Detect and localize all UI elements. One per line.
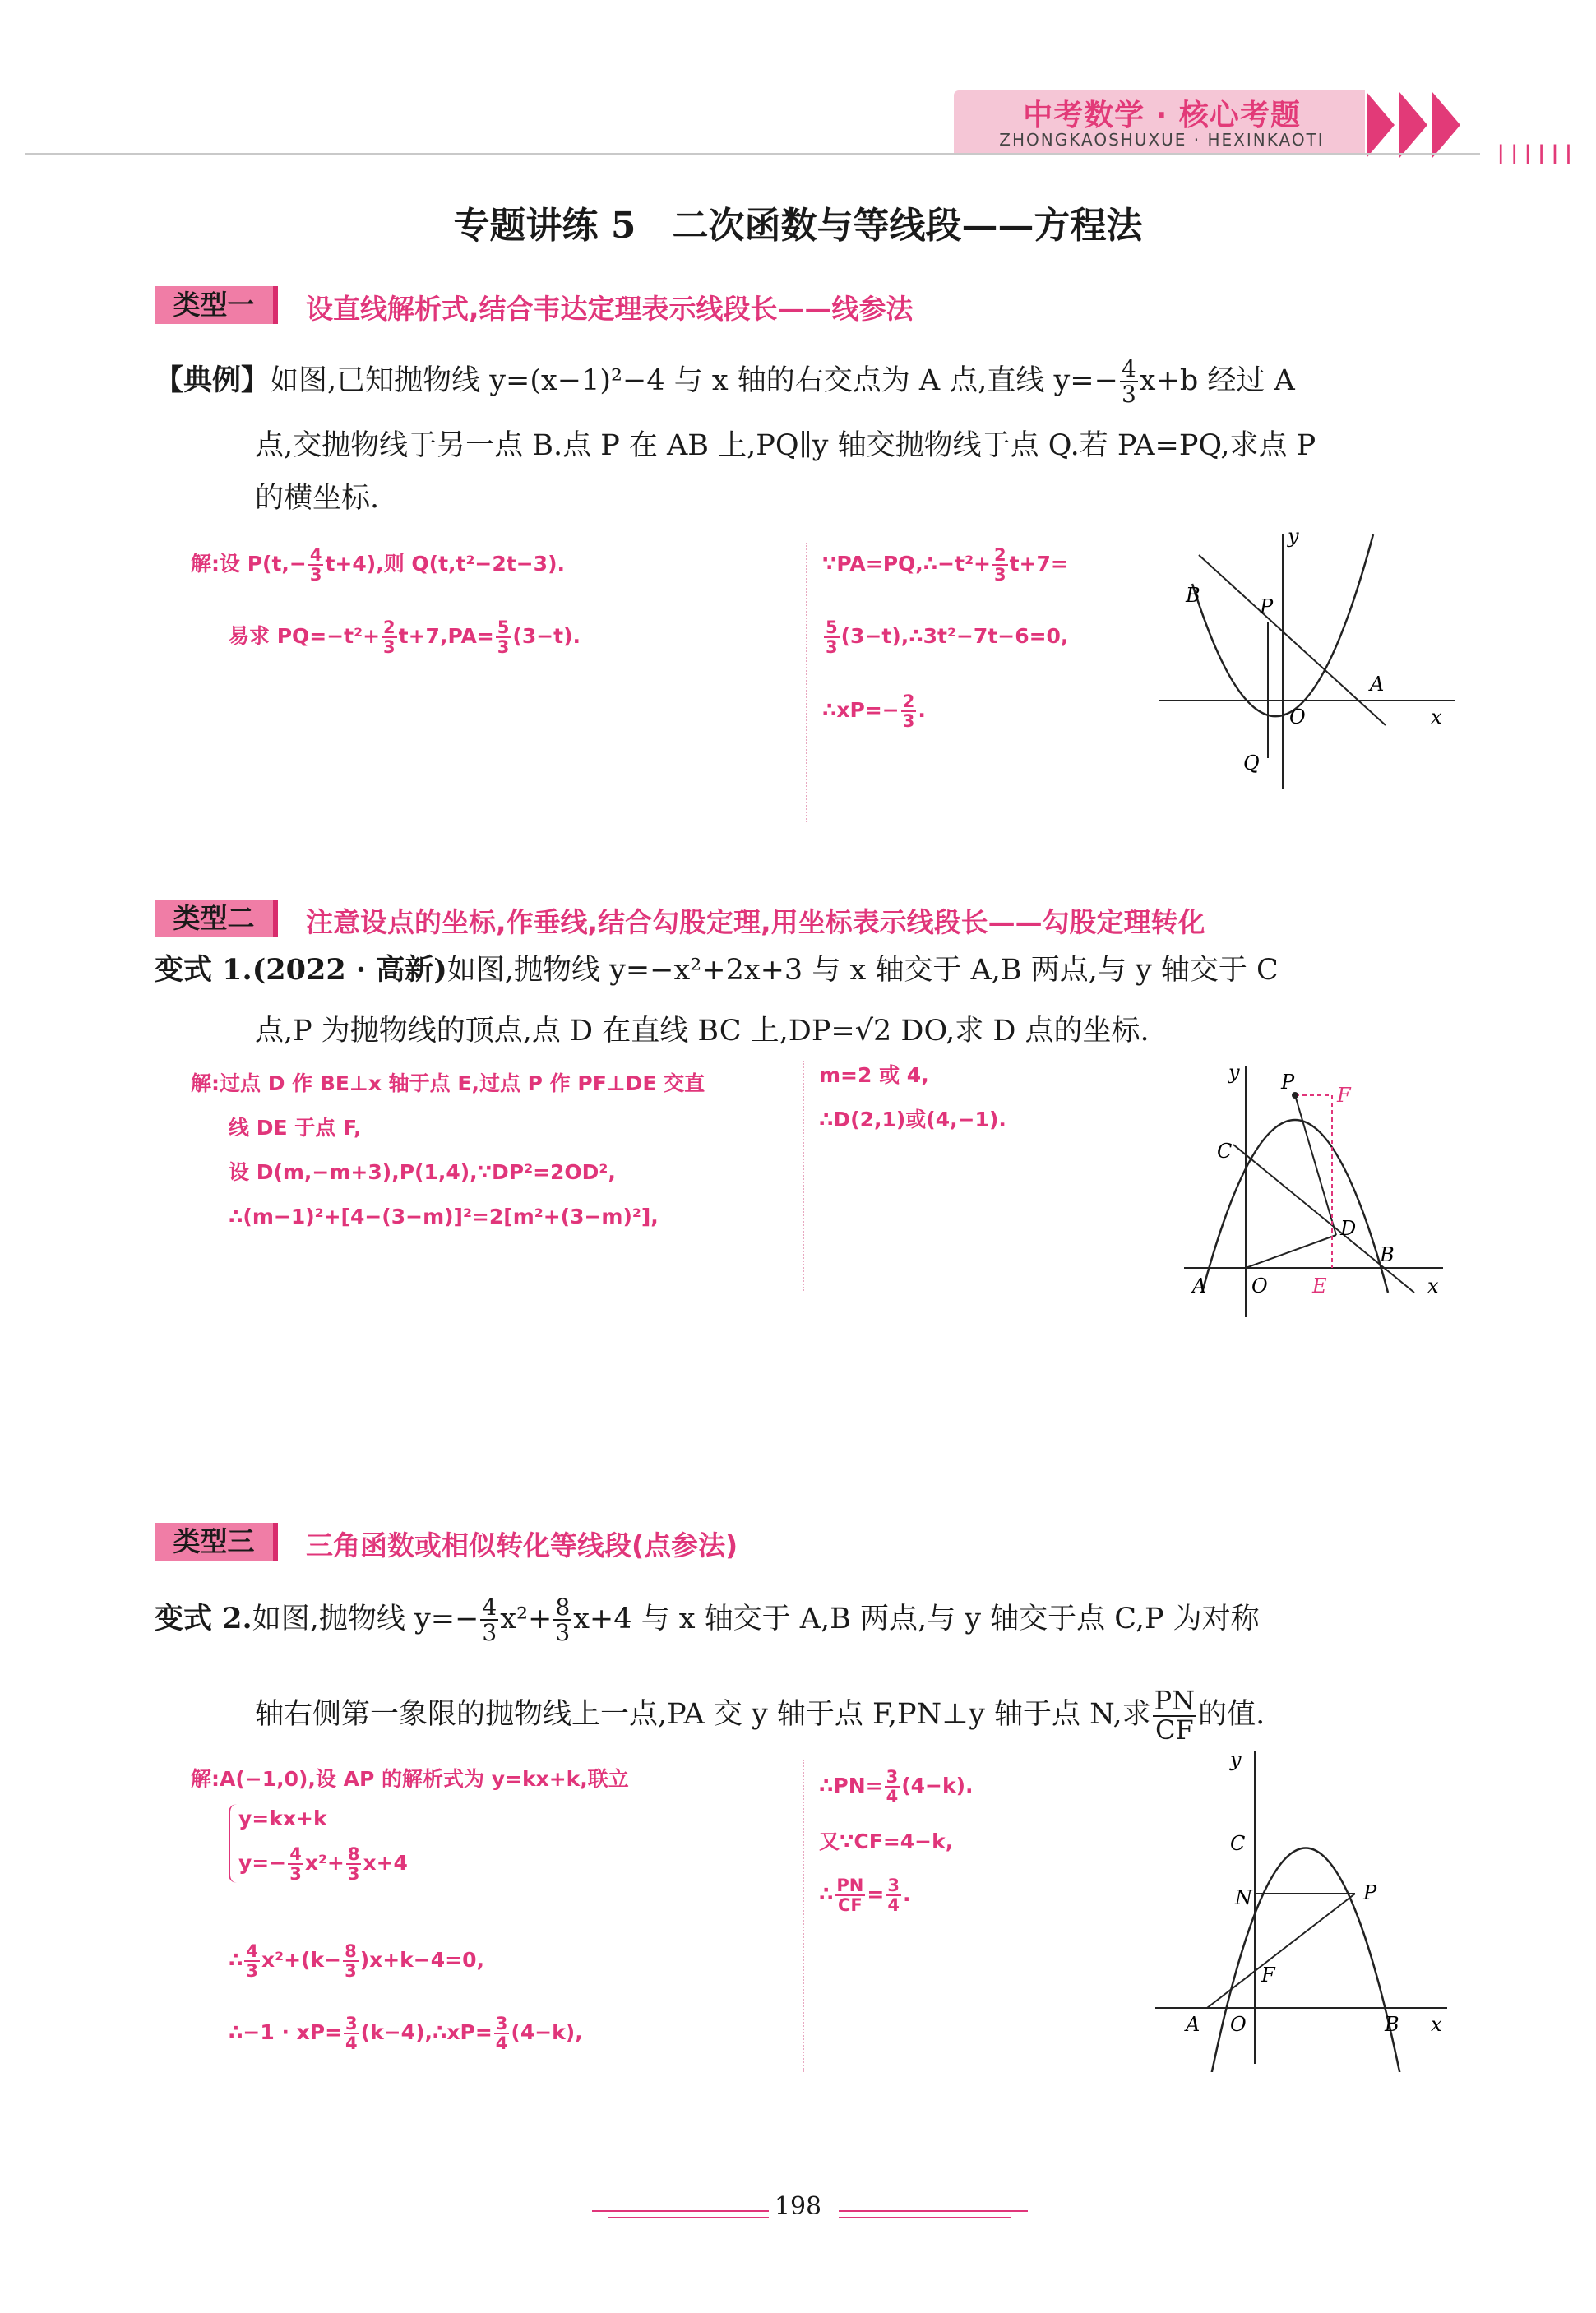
fig-label-f: F	[1261, 1964, 1275, 1987]
header-subtitle: ZHONGKAOSHUXUE · HEXINKAOTI	[999, 130, 1325, 150]
fig-label-o: O	[1251, 1274, 1268, 1298]
variant1-solution-r1: m=2 或 4,	[819, 1063, 929, 1087]
section-desc-3: 三角函数或相似转化等线段(点参法)	[306, 1529, 738, 1561]
fig-label-o: O	[1230, 2013, 1247, 2036]
page-title: 专题讲练 5 二次函数与等线段——方程法	[453, 205, 1143, 247]
variant2-solution-1: 解:A(−1,0),设 AP 的解析式为 y=kx+k,联立	[191, 1767, 629, 1791]
variant1-solution-3: 设 D(m,−m+3),P(1,4),∵DP²=2OD²,	[229, 1160, 616, 1184]
example-label: 【典例】	[155, 363, 271, 397]
example-solution-r2: $\frac{5}{3}$ (3−t),∴3t²−7t−6=0,	[826, 618, 1069, 658]
fig-label-c: C	[1230, 1832, 1246, 1855]
variant1-solution-2: 线 DE 于点 F,	[229, 1116, 362, 1140]
variant2-label: 变式 2.	[155, 1601, 252, 1635]
variant1-line-2: 点,P 为抛物线的顶点,点 D 在直线 BC 上,DP=√2 DO,求 D 点的坐标.	[255, 1015, 1150, 1048]
fig-label-d: D	[1340, 1217, 1357, 1240]
fig-label-x: x	[1431, 705, 1442, 729]
example-line-1: 【典例】如图,已知抛物线 y=(x−1)²−4 与 x 轴的右交点为 A 点,直线 y=− $\frac{4}{3}$ x+b 经过 A	[155, 355, 1295, 409]
section-tag-1: 类型一	[155, 286, 278, 324]
variant1-figure	[1176, 1054, 1455, 1325]
example-solution-r1: ∵PA=PQ,∴−t²+ $\frac{2}{3}$ t+7=	[822, 545, 1068, 585]
fig-label-e: E	[1312, 1274, 1327, 1298]
header-ticks: ||||||	[1495, 141, 1576, 164]
variant2-solution-r1: ∴PN= $\frac{3}{4}$ (4−k).	[819, 1767, 974, 1807]
line-bc	[1233, 1145, 1414, 1293]
fig-label-q: Q	[1243, 752, 1260, 775]
variant1-solution-1: 解:过点 D 作 BE⊥x 轴于点 E,过点 P 作 PF⊥DE 交直	[191, 1071, 705, 1095]
fig-label-o: O	[1289, 705, 1306, 729]
fig-label-p: P	[1363, 1881, 1377, 1904]
fig-label-c: C	[1217, 1140, 1233, 1163]
solution-divider	[803, 1061, 804, 1291]
example-solution-2: 易求 PQ=−t²+ $\frac{2}{3}$ t+7,PA= $\frac{5}{3}$ (3−t).	[229, 618, 581, 658]
section-desc-1: 设直线解析式,结合韦达定理表示线段长——线参法	[306, 293, 914, 325]
chevron-icon	[1432, 92, 1460, 158]
fig-label-b: B	[1380, 1243, 1395, 1266]
fig-label-a: A	[1370, 673, 1385, 696]
solution-divider	[803, 1760, 804, 2072]
variant2-solution-3: ∴ $\frac{4}{3}$ x²+(k− $\frac{8}{3}$ )x+k−4=0,	[229, 1941, 484, 1982]
page-number: 198	[774, 2192, 822, 2221]
fig-label-x: x	[1431, 2013, 1442, 2036]
solution-divider	[806, 543, 807, 822]
fig-label-b: B	[1385, 2013, 1399, 2036]
example-solution-1: 解:设 P(t,− $\frac{4}{3}$ t+4),则 Q(t,t²−2t−3).	[191, 545, 565, 585]
variant2-figure	[1151, 1743, 1464, 2072]
fig-label-a: A	[1192, 1274, 1207, 1298]
header-rule	[25, 153, 1480, 155]
segment-pd	[1295, 1095, 1336, 1235]
section-tag-2: 类型二	[155, 900, 278, 937]
variant1-label: 变式 1.	[155, 953, 252, 987]
variant1-source: (2022 · 高新)	[252, 953, 447, 987]
variant2-solution-4: ∴−1 · xP= $\frac{3}{4}$ (k−4),∴xP= $\frac{3}{4}$ (4−k),	[229, 2014, 583, 2054]
chevron-icon	[1399, 92, 1427, 158]
segment-pa	[1207, 1894, 1355, 2008]
variant2-solution-system: y=kx+k y=− $\frac{4}{3}$ x²+ $\frac{8}{3}$ x+4	[229, 1804, 408, 1883]
line-ab	[1199, 555, 1386, 725]
example-line-2: 点,交抛物线于另一点 B.点 P 在 AB 上,PQ∥y 轴交抛物线于点 Q.若 PA=PQ,求点 P	[255, 429, 1316, 462]
fig-label-p: P	[1281, 1071, 1295, 1094]
variant1-solution-r2: ∴D(2,1)或(4,−1).	[819, 1108, 1006, 1131]
fig-label-b: B	[1186, 584, 1200, 607]
fig-label-y: y	[1288, 526, 1299, 548]
variant2-line-1: 变式 2.如图,抛物线 y=− $\frac{4}{3}$ x²+ $\frac{8}{3}$ x+4 与 x 轴交于 A,B 两点,与 y 轴交于点 C,P 为对称	[155, 1594, 1260, 1647]
example-solution-r3: ∴xP=− $\frac{2}{3}$ .	[822, 692, 926, 732]
header-title: 中考数学 · 核心考题	[1023, 99, 1301, 132]
section-desc-2: 注意设点的坐标,作垂线,结合勾股定理,用坐标表示线段长——勾股定理转化	[306, 906, 1205, 938]
fig-label-y: y	[1230, 1748, 1242, 1771]
fig-label-p: P	[1260, 595, 1274, 618]
fig-label-x: x	[1427, 1274, 1439, 1298]
fig-label-y: y	[1228, 1061, 1240, 1084]
segment-od	[1246, 1235, 1336, 1268]
parabola-curve	[1200, 1848, 1411, 2073]
fig-label-n: N	[1235, 1886, 1252, 1909]
example-line-3: 的横坐标.	[255, 482, 380, 515]
chevron-icon	[1367, 92, 1395, 158]
variant2-line-2: 轴右侧第一象限的抛物线上一点,PA 交 y 轴于点 F,PN⊥y 轴于点 N,求 $\frac{PN}{CF}$ 的值.	[255, 1685, 1265, 1746]
fig-label-f: F	[1337, 1084, 1351, 1107]
variant1-solution-4: ∴(m−1)²+[4−(3−m)]²=2[m²+(3−m)²],	[229, 1205, 659, 1228]
example-figure	[1151, 526, 1464, 798]
section-tag-3: 类型三	[155, 1523, 278, 1561]
fig-label-a: A	[1186, 2013, 1200, 2036]
variant1-line-1: 变式 1.(2022 · 高新)如图,抛物线 y=−x²+2x+3 与 x 轴交于 A,B 两点,与 y 轴交于 C	[155, 953, 1279, 987]
variant2-solution-r3: ∴ $\frac{PN}{CF}$ = $\frac{3}{4}$ .	[819, 1876, 911, 1916]
variant2-solution-r2: 又∵CF=4−k,	[819, 1830, 954, 1853]
